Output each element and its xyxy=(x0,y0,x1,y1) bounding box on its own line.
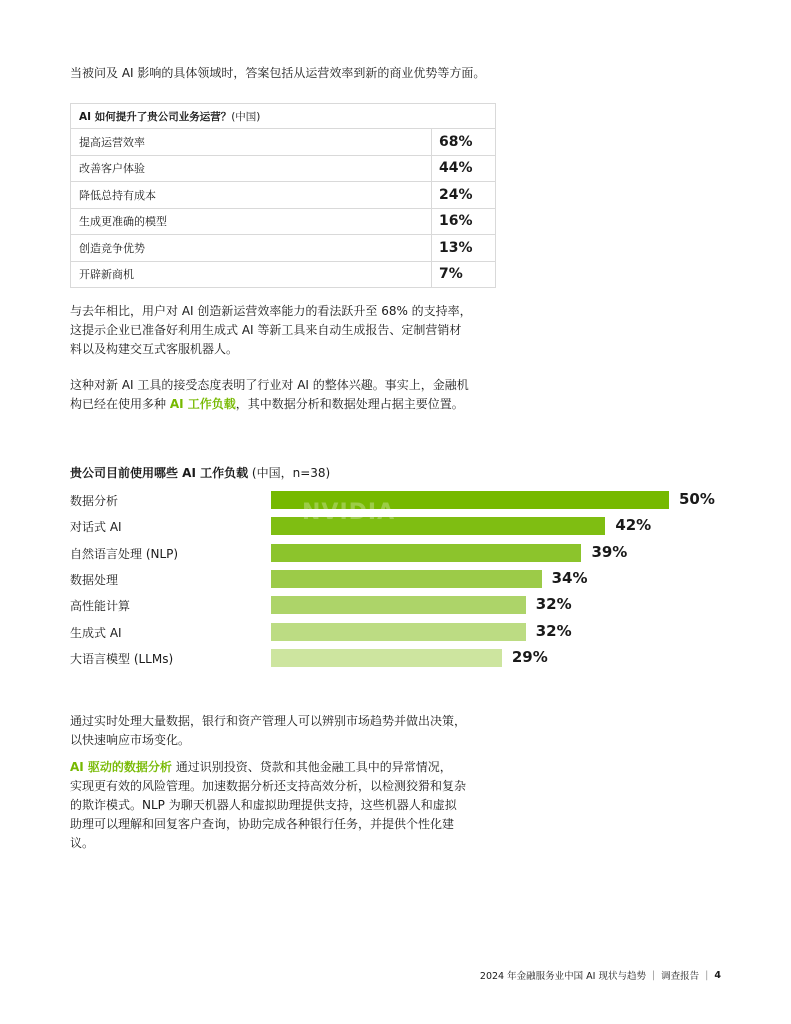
paragraph-line: 以快速响应市场变化。 xyxy=(70,733,191,747)
chart-category-label: 自然语言处理 (NLP) xyxy=(70,546,179,561)
page-footer xyxy=(480,968,721,982)
chart-value-label: 42% xyxy=(615,516,652,535)
nvidia-watermark: NVIDIA xyxy=(302,500,396,525)
table-row-label: 开辟新商机 xyxy=(70,262,432,288)
table-row-value: 16% xyxy=(432,209,496,235)
paragraph-line: 通过实时处理大量数据，银行和资产管理人可以辨别市场趋势并做出决策， xyxy=(70,714,467,728)
table-row xyxy=(70,156,496,183)
footer-separator: | xyxy=(705,969,709,981)
chart-category-label: 数据分析 xyxy=(70,494,119,508)
chart-category-label: 高性能计算 xyxy=(70,599,131,614)
ai-data-analytics-link[interactable]: AI 驱动的数据分析 xyxy=(70,760,172,774)
table-row-label: 创造竞争优势 xyxy=(70,235,432,261)
workloads-bar-chart xyxy=(70,488,770,678)
ai-impact-table xyxy=(70,103,496,288)
table-row xyxy=(70,235,496,262)
table-header xyxy=(70,104,496,129)
table-row-value: 13% xyxy=(432,235,496,261)
chart-value-label: 32% xyxy=(535,595,572,614)
table-row xyxy=(70,262,496,289)
chart-category-label: 数据处理 xyxy=(70,572,119,587)
paragraph-line: 实现更有效的风险管理。加速数据分析还支持高效分析，以检测狡猾和复杂 xyxy=(70,779,467,793)
table-row-value: 44% xyxy=(432,156,496,182)
chart-value-label: 29% xyxy=(511,647,548,666)
paragraph-line: 这种对新 AI 工具的接受态度表明了行业对 AI 的整体兴趣。事实上，金融机 xyxy=(70,378,469,392)
ai-workloads-link[interactable]: AI 工作负载 xyxy=(169,397,236,411)
paragraph-2 xyxy=(70,302,510,359)
paragraph-line: 议。 xyxy=(70,836,95,850)
table-row-label: 提高运营效率 xyxy=(70,129,432,155)
table-title-region: (中国) xyxy=(231,110,261,123)
chart-row xyxy=(70,541,770,567)
paragraph-text: 通过识别投资、贷款和其他金融工具中的异常情况， xyxy=(171,760,452,774)
chart-title-main: 贵公司目前使用哪些 AI 工作负载 xyxy=(70,466,249,480)
paragraph-line xyxy=(70,395,510,414)
paragraph-line: 与去年相比，用户对 AI 创造新运营效率能力的看法跃升至 68% 的支持率， xyxy=(70,304,472,318)
table-row xyxy=(70,129,496,156)
chart-row xyxy=(70,620,770,646)
table-row-label: 改善客户体验 xyxy=(70,156,432,182)
paragraph-text: ，其中数据分析和数据处理占据主要位置。 xyxy=(235,397,464,411)
paragraph-4 xyxy=(70,712,510,750)
chart-bar xyxy=(271,596,526,614)
table-row-label: 生成更准确的模型 xyxy=(70,209,432,235)
paragraph-line: 的欺诈模式。NLP 为聊天机器人和虚拟助理提供支持，这些机器人和虚拟 xyxy=(70,798,457,812)
paragraph-text: 构已经在使用多种 xyxy=(70,397,170,411)
page-number: 4 xyxy=(714,969,721,981)
chart-row xyxy=(70,488,770,514)
chart-bar xyxy=(271,623,526,641)
paragraph-line: 这提示企业已准备好利用生成式 AI 等新工具来自动生成报告、定制营销材 xyxy=(70,323,462,337)
chart-row xyxy=(70,593,770,619)
table-row-value: 24% xyxy=(432,182,496,208)
chart-row xyxy=(70,646,770,672)
chart-value-label: 50% xyxy=(679,490,715,508)
chart-category-label: 大语言模型 (LLMs) xyxy=(70,651,174,666)
chart-row xyxy=(70,567,770,593)
chart-value-label: 34% xyxy=(551,568,588,587)
chart-row xyxy=(70,514,770,540)
table-row-label: 降低总持有成本 xyxy=(70,182,432,208)
chart-category-label: 生成式 AI xyxy=(70,625,122,640)
chart-title-sample: (中国，n=38) xyxy=(248,466,331,480)
table-row-value: 7% xyxy=(432,262,496,288)
chart-bar xyxy=(271,544,581,562)
paragraph-line xyxy=(70,758,510,777)
table-row xyxy=(70,209,496,236)
table-row xyxy=(70,182,496,209)
chart-bar xyxy=(271,649,502,667)
paragraph-line: 料以及构建交互式客服机器人。 xyxy=(70,342,239,356)
chart-value-label: 32% xyxy=(535,621,572,640)
chart-bar xyxy=(271,517,605,535)
chart-category-label: 对话式 AI xyxy=(70,520,122,535)
table-title: AI 如何提升了贵公司业务运营？ xyxy=(79,110,232,123)
paragraph-3 xyxy=(70,376,510,414)
chart-bar xyxy=(271,491,669,509)
footer-separator: | xyxy=(651,969,656,981)
chart-bar xyxy=(271,570,542,588)
chart-title xyxy=(70,464,330,481)
paragraph-5 xyxy=(70,758,510,853)
paragraph-line: 助理可以理解和回复客户查询，协助完成各种银行任务，并提供个性化建 xyxy=(70,817,455,831)
chart-value-label: 39% xyxy=(591,542,628,561)
table-row-value: 68% xyxy=(432,129,496,155)
footer-report: 调查报告 xyxy=(661,971,700,982)
intro-paragraph: 当被问及 AI 影响的具体领域时，答案包括从运营效率到新的商业优势等方面。 xyxy=(70,66,486,80)
footer-title: 2024 年金融服务业中国 AI 现状与趋势 xyxy=(479,971,646,982)
